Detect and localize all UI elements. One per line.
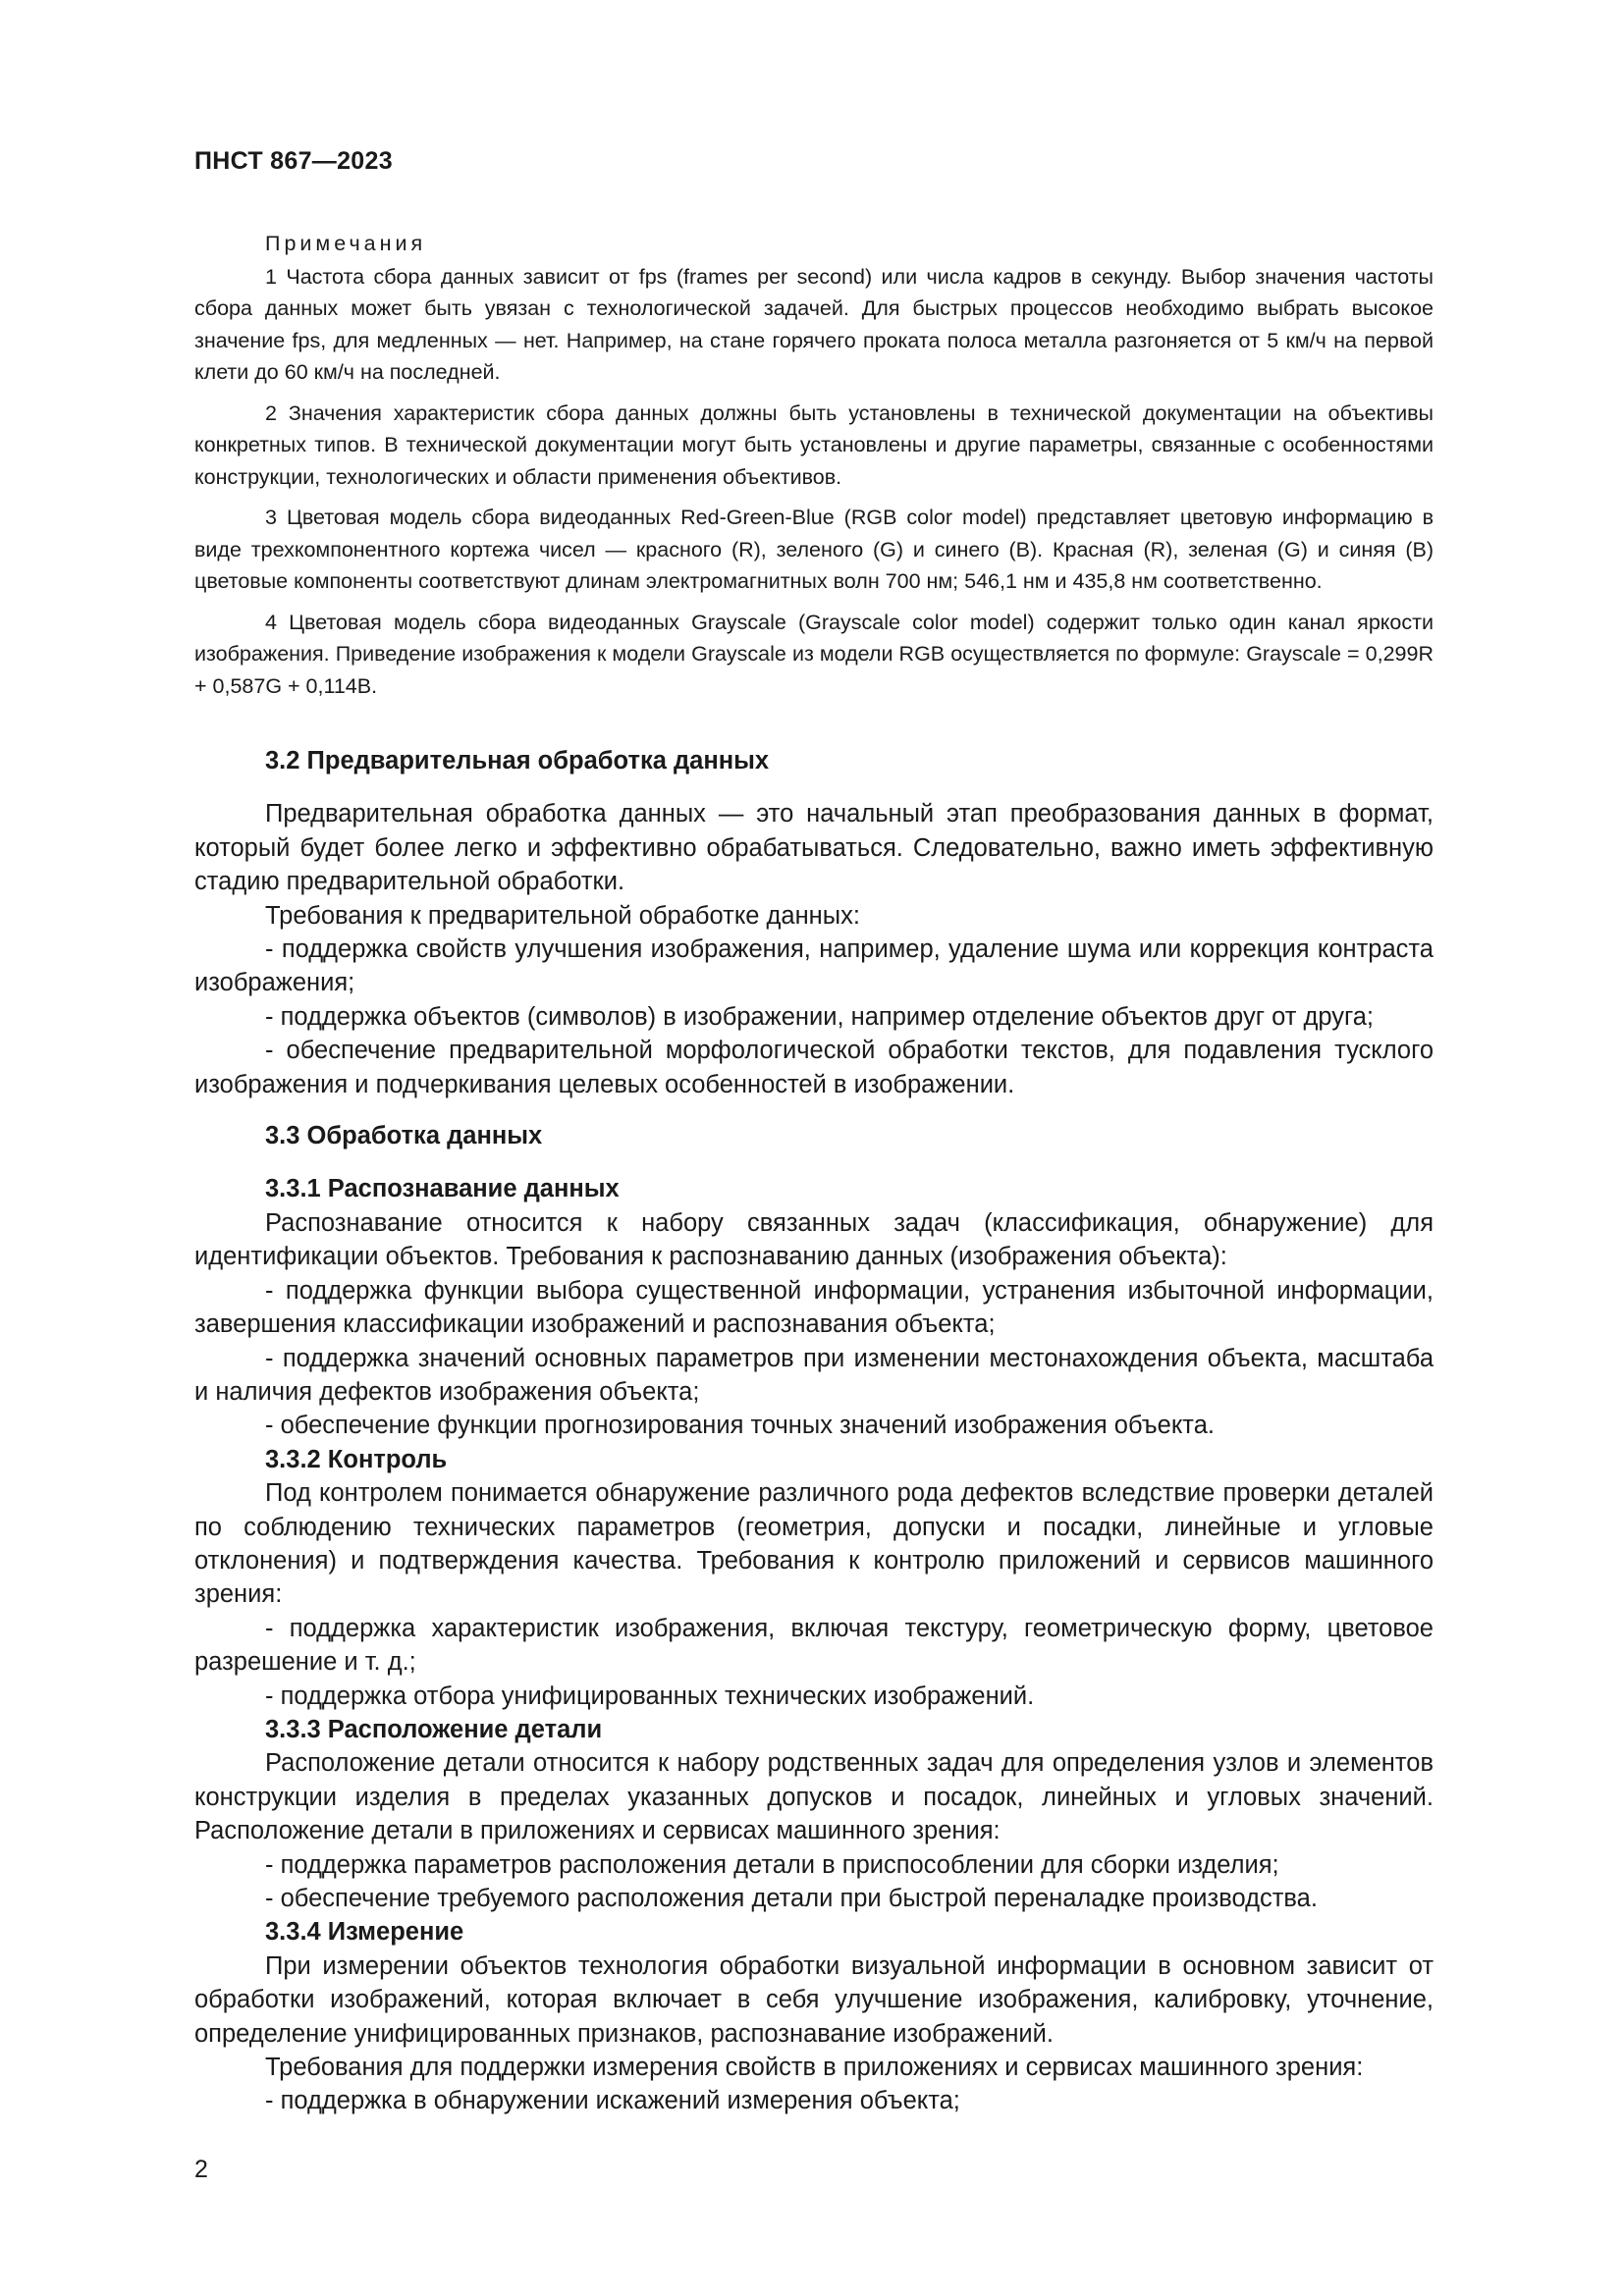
section-heading-3-2: 3.2 Предварительная обработка данных bbox=[265, 747, 770, 774]
list-item: - поддержка параметров расположения детали в приспособлении для сборки изделия; bbox=[265, 1850, 1279, 1879]
document-id: ПНСТ 867—2023 bbox=[194, 147, 393, 175]
list-item: - обеспечение функции прогнозирования точных значений изображения объекта. bbox=[265, 1412, 1215, 1440]
list-item: - поддержка отбора унифицированных технических изображений. bbox=[265, 1682, 1035, 1710]
paragraph: При измерении объектов технология обработки визуальной информации в основном зависит от обработки изображений, которая включает в себя улучшение изображения, калибровку, уточнение, определение унифицированных признаков, распознавание изображений. bbox=[194, 1951, 1434, 2048]
paragraph: Предварительная обработка данных — это начальный этап преобразования данных в формат, который будет более легко и эффективно обрабатываться. Следовательно, важно иметь эффективную стадию предварительной обработки. bbox=[194, 800, 1434, 896]
subsection-heading-3-3-3: 3.3.3 Расположение детали bbox=[265, 1715, 603, 1743]
notes-title: Примечания bbox=[265, 232, 427, 255]
note-item: 4 Цветовая модель сбора видеоданных Grayscale (Grayscale color model) содержит только один канал яркости изображения. Приведение изображения к модели Grayscale из модели RGB осуществляется по формуле: Grayscale = 0,299R + 0,587G + 0,114B. bbox=[194, 610, 1434, 698]
page-number: 2 bbox=[194, 2156, 208, 2183]
paragraph: Распознавание относится к набору связанных задач (классификация, обнаружение) для идентификации объектов. Требования к распознаванию данных (изображения объекта): bbox=[194, 1208, 1434, 1271]
note-item: 3 Цветовая модель сбора видеоданных Red-Green-Blue (RGB color model) представляет цветовую информацию в виде трехкомпонентного кортежа чисел — красного (R), зеленого (G) и синего (B). Красная (R), зеленая (G) и синяя (B) цветовые компоненты соответствуют длинам электромагнитных волн 700 нм; 546,1 нм и 435,8 нм соответственно. bbox=[194, 506, 1434, 593]
note-item: 1 Частота сбора данных зависит от fps (frames per second) или числа кадров в секунду. Выбор значения частоты сбора данных может быть увязан с технологической задачей. Для быстрых процессов необходимо выбрать высокое значение fps, для медленных — нет. Например, на стане горячего проката полоса металла разгоняется от 5 км/ч на первой клети до 60 км/ч на последней. bbox=[194, 264, 1434, 384]
list-item: - поддержка в обнаружении искажений измерения объекта; bbox=[265, 2087, 960, 2115]
note-item: 2 Значения характеристик сбора данных должны быть установлены в технической документации на объективы конкретных типов. В технической документации могут быть установлены и другие параметры, связанные с особенностями конструкции, технологических и области применения объективов. bbox=[194, 400, 1434, 489]
paragraph: Требования для поддержки измерения свойств в приложениях и сервисах машинного зрения: bbox=[265, 2054, 1364, 2082]
list-item: - поддержка значений основных параметров при изменении местонахождения объекта, масштаба и наличия дефектов изображения объекта; bbox=[194, 1344, 1434, 1406]
paragraph: Требования к предварительной обработке данных: bbox=[265, 901, 860, 930]
main-content bbox=[194, 744, 1434, 2118]
list-item: - поддержка характеристик изображения, включая текстуру, геометрическую форму, цветовое разрешение и т. д.; bbox=[194, 1614, 1434, 1677]
subsection-heading-3-3-4: 3.3.4 Измерение bbox=[265, 1918, 464, 1947]
section-heading-3-3: 3.3 Обработка данных bbox=[265, 1122, 543, 1150]
list-item: - поддержка свойств улучшения изображения, например, удаление шума или коррекция контраста изображения; bbox=[194, 935, 1434, 997]
list-item: - обеспечение требуемого расположения детали при быстрой переналадке производства. bbox=[265, 1885, 1318, 1912]
list-item: - поддержка объектов (символов) в изображении, например отделение объектов друг от друга; bbox=[265, 1002, 1374, 1031]
notes-block bbox=[194, 228, 1434, 711]
list-item: - обеспечение предварительной морфологической обработки текстов, для подавления тусклого изображения и подчеркивания целевых особенностей в изображении. bbox=[194, 1037, 1434, 1098]
subsection-heading-3-3-2: 3.3.2 Контроль bbox=[265, 1445, 448, 1473]
subsection-heading-3-3-1: 3.3.1 Распознавание данных bbox=[265, 1175, 620, 1203]
paragraph: Расположение детали относится к набору родственных задач для определения узлов и элементов конструкции изделия в пределах указанных допусков и посадок, линейных и угловых значений. Расположение детали в приложениях и сервисах машинного зрения: bbox=[194, 1749, 1434, 1845]
list-item: - поддержка функции выбора существенной информации, устранения избыточной информации, завершения классификации изображений и распознавания объекта; bbox=[194, 1276, 1434, 1339]
paragraph: Под контролем понимается обнаружение различного рода дефектов вследствие проверки деталей по соблюдению технических параметров (геометрия, допуски и посадки, линейные и угловые отклонения) и подтверждения качества. Требования к контролю приложений и сервисов машинного зрения: bbox=[194, 1479, 1434, 1609]
